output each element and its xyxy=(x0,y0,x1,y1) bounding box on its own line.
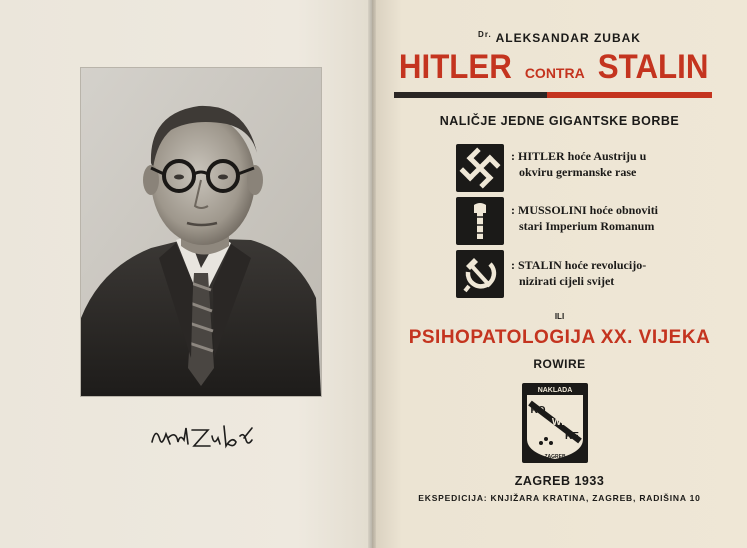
author-signature xyxy=(148,418,258,452)
author-prefix: Dr. xyxy=(478,30,492,39)
symbol-text-line1: : MUSSOLINI hoće obnoviti xyxy=(511,203,659,217)
symbol-text-line1: : STALIN hoće revolucijo- xyxy=(511,258,647,272)
symbol-text-line2: okviru germanske rase xyxy=(519,165,637,179)
title-underline xyxy=(394,92,712,98)
author-line xyxy=(372,30,747,45)
title-connector: CONTRA xyxy=(524,65,585,81)
symbol-text-mussolini xyxy=(511,202,691,234)
swastika-icon xyxy=(456,144,504,192)
emblem-bottom-text: ZAGREB xyxy=(544,454,566,460)
imprint-city-year: ZAGREB 1933 xyxy=(514,474,605,488)
distribution-line: EKSPEDICIJA: KNJIŽARA KRATINA, ZAGREB, RADIŠINA 10 xyxy=(418,493,701,503)
fasces-icon xyxy=(456,197,504,245)
secondary-title: PSIHOPATOLOGIJA XX. VIJEKA xyxy=(408,327,711,348)
book-title xyxy=(392,48,715,88)
title-part-hitler: HITLER xyxy=(398,48,512,86)
symbol-text-hitler xyxy=(511,148,691,180)
symbol-text-line2: stari Imperium Romanum xyxy=(519,219,655,233)
emblem-wi: WI xyxy=(551,417,565,428)
symbol-text-line1: : HITLER hoće Austriju u xyxy=(511,149,647,163)
publisher-name: ROWIRE xyxy=(533,357,586,371)
ili-connector: ILI xyxy=(554,312,565,321)
book-subtitle: NALIČJE JEDNE GIGANTSKE BORBE xyxy=(439,114,680,128)
symbol-text-line2: nizirati cijeli svijet xyxy=(519,274,615,288)
emblem-top-text: NAKLADA xyxy=(537,387,573,394)
emblem-re: RE xyxy=(565,431,579,442)
title-part-stalin: STALIN xyxy=(597,48,709,86)
underline-red-segment xyxy=(547,92,712,98)
underline-dark-segment xyxy=(394,92,547,98)
author-portrait xyxy=(81,68,321,396)
hammer-sickle-icon xyxy=(456,250,504,298)
author-name: ALEKSANDAR ZUBAK xyxy=(495,31,641,45)
publisher-emblem xyxy=(522,383,588,463)
symbol-text-stalin xyxy=(511,257,691,289)
emblem-ro: RO xyxy=(530,405,546,416)
book-gutter xyxy=(368,0,376,548)
